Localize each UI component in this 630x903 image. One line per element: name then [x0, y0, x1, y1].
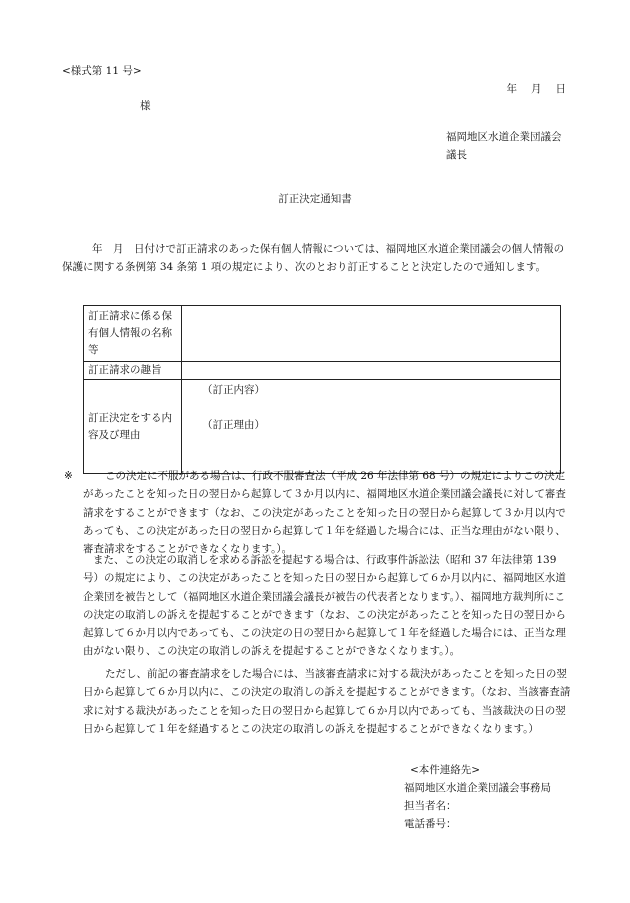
table-row: [84, 306, 561, 362]
table-row: [84, 380, 561, 474]
table-value-info-name: [182, 306, 561, 362]
document-title: 訂正決定通知書: [278, 193, 352, 205]
contact-person: 担当者名：: [404, 800, 457, 812]
cell-gap: [186, 399, 556, 417]
date-year: 年: [506, 83, 517, 95]
table-row: [84, 362, 561, 380]
sender-org: 福岡地区水道企業団議会: [446, 131, 562, 143]
note-paragraph-appeal: この決定に不服がある場合は、行政不服審査法（平成 26 年法律第 68 号）の規定によりこの決定があったことを知った日の翌日から起算して３か月以内に、福岡地区水道企業団議会議長に対して審査請求をすることができます（なお、この決定があったことを知った日の翌日から起算して３か月以内であっても、この決定があった日の翌日から起算して１年を経過した場合には、正当な理由がない限り、審査請求をすることができなくなります。）。: [83, 470, 566, 556]
note-paragraph-lawsuit: また、この決定の取消しを求める訴訟を提起する場合は、行政事件訴訟法（昭和 37 年法律第 139 号）の規定により、この決定があったことを知った日の翌日から起算して６か月以内に、福岡地区水道企業団を被告として（福岡地区水道企業団議会議長が被告の代表者となります。）、福岡地方裁判所にこの決定の取消しの訴えを提起することができます（なお、この決定があったことを知った日の翌日から起算して６か月以内であっても、この決定の日の翌日から起算して１年を経過した場合には、正当な理由がない限り、この決定の取消しの訴えを提起することができなくなります。）。: [83, 554, 566, 658]
date-day: 日: [555, 83, 566, 95]
intro-paragraph: 年 月 日付けで訂正請求のあった保有個人情報については、福岡地区水道企業団議会の個人情報の保護に関する条例第 34 条第 1 項の規定により、次のとおり訂正することと決定したので通知します。: [62, 243, 565, 273]
contact-org: 福岡地区水道企業団議会事務局: [404, 782, 551, 794]
correction-reason-label: （訂正理由）: [202, 419, 265, 431]
form-number: <様式第 11 号>: [62, 65, 142, 77]
recipient-suffix: 様: [140, 100, 151, 112]
decision-table: [83, 305, 561, 474]
date-month: 月: [531, 83, 542, 95]
sender-title: 議長: [446, 149, 467, 161]
table-value-request-purpose: [182, 362, 561, 380]
table-label-request-purpose: 訂正請求の趣旨: [84, 362, 182, 380]
note-mark: ※: [64, 470, 73, 482]
table-label-info-name: 訂正請求に係る保有個人情報の名称等: [84, 306, 182, 362]
table-label-decision: 訂正決定をする内容及び理由: [84, 380, 182, 474]
note-paragraph-proviso: ただし、前記の審査請求をした場合には、当該審査請求に対する裁決があったことを知った日の翌日から起算して６か月以内に、この決定の取消しの訴えを提起することができます。（なお、当該審査請求に対する裁決があったことを知った日の翌日から起算して６か月以内であっても、当該裁決の日の翌日から起算して１年を経過するとこの決定の取消しの訴えを提起することができなくなります。）: [83, 668, 571, 735]
contact-heading: <本件連絡先>: [410, 764, 481, 776]
contact-phone: 電話番号：: [404, 818, 457, 830]
table-value-decision: [182, 380, 561, 474]
date-line: [493, 80, 567, 98]
correction-content-label: （訂正内容）: [202, 384, 265, 396]
